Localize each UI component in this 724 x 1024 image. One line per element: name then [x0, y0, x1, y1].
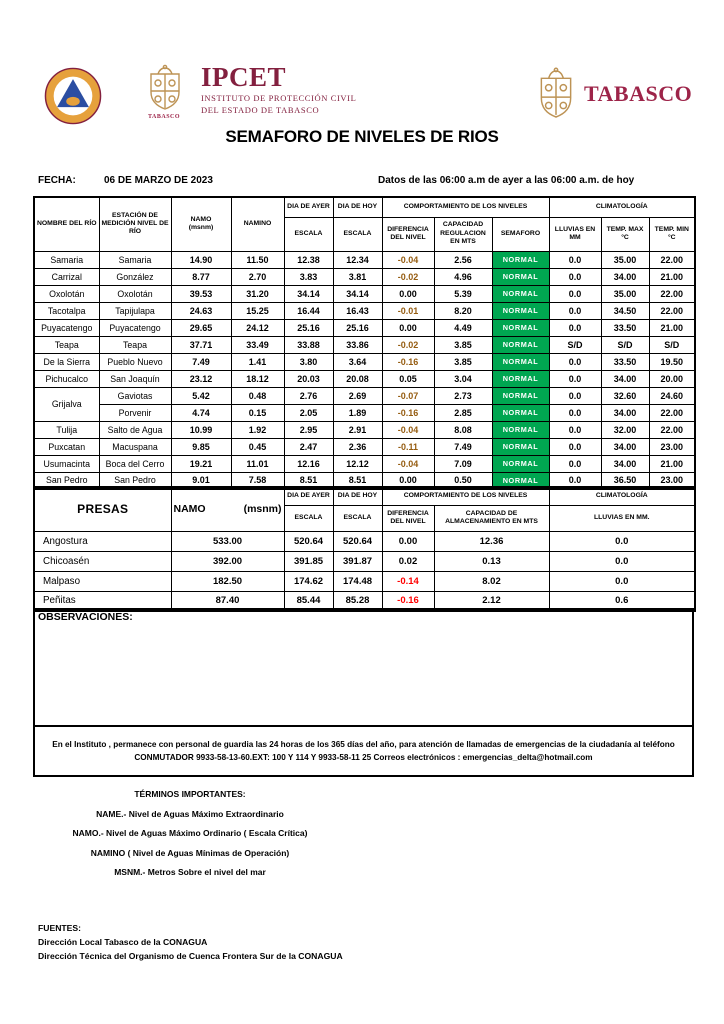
- cell-temp-min: 22.00: [649, 421, 695, 438]
- cell-diferencia: -0.16: [382, 404, 434, 421]
- cell-rio: De la Sierra: [34, 353, 99, 370]
- fuentes-block: [38, 922, 343, 963]
- river-row: [34, 302, 695, 319]
- cell-escala-hoy: 34.14: [333, 285, 382, 302]
- col-presas-diferencia: DIFERENCIA DEL NIVEL: [382, 505, 434, 531]
- cell-temp-max: 34.00: [601, 370, 649, 387]
- cell-namino: 15.25: [231, 302, 284, 319]
- cell-rio: Puxcatan: [34, 438, 99, 455]
- cell-namo: 39.53: [171, 285, 231, 302]
- cell-capacidad: 7.49: [434, 438, 492, 455]
- river-row: [34, 251, 695, 268]
- cell-presa-capacidad: 2.12: [434, 591, 549, 611]
- cell-namino: 7.58: [231, 472, 284, 489]
- col-temp-min: TEMP. MIN °C: [649, 217, 695, 251]
- semaforo-badge: NORMAL: [492, 353, 549, 370]
- cell-diferencia: -0.01: [382, 302, 434, 319]
- cell-rio: Usumacinta: [34, 455, 99, 472]
- cell-capacidad: 5.39: [434, 285, 492, 302]
- cell-capacidad: 3.04: [434, 370, 492, 387]
- cell-namino: 11.50: [231, 251, 284, 268]
- cell-presa-escala-hoy: 85.28: [333, 591, 382, 611]
- cell-namo: 9.85: [171, 438, 231, 455]
- cell-temp-min: 22.00: [649, 251, 695, 268]
- rivers-table: [33, 196, 696, 490]
- cell-presa-escala-ayer: 391.85: [284, 551, 333, 571]
- cell-presa-lluvias: 0.0: [549, 571, 695, 591]
- cell-estacion: Macuspana: [99, 438, 171, 455]
- cell-presa-escala-ayer: 520.64: [284, 531, 333, 551]
- semaforo-badge: NORMAL: [492, 387, 549, 404]
- cell-temp-max: 32.60: [601, 387, 649, 404]
- cell-lluvias: 0.0: [549, 404, 601, 421]
- ipcet-institute-line2: DEL ESTADO DE TABASCO: [201, 104, 320, 115]
- semaforo-badge: NORMAL: [492, 302, 549, 319]
- cell-capacidad: 8.08: [434, 421, 492, 438]
- cell-estacion: Gaviotas: [99, 387, 171, 404]
- page-title: SEMAFORO DE NIVELES DE RIOS: [225, 127, 499, 146]
- river-row: [34, 455, 695, 472]
- cell-presa-diferencia: 0.02: [382, 551, 434, 571]
- cell-escala-hoy: 25.16: [333, 319, 382, 336]
- semaforo-badge: NORMAL: [492, 370, 549, 387]
- cell-presa: Malpaso: [34, 571, 171, 591]
- cell-presa-namo: 392.00: [171, 551, 284, 571]
- cell-presa: Chicoasén: [34, 551, 171, 571]
- col-presas-dia-ayer: DIA DE AYER: [284, 487, 333, 505]
- cell-estacion: Salto de Agua: [99, 421, 171, 438]
- col-namino: NAMINO: [231, 197, 284, 251]
- semaforo-badge: NORMAL: [492, 319, 549, 336]
- cell-escala-ayer: 34.14: [284, 285, 333, 302]
- col-lluvias: LLUVIAS EN MM: [549, 217, 601, 251]
- observaciones-label: OBSERVACIONES:: [38, 611, 133, 623]
- cell-estacion: Tapijulapa: [99, 302, 171, 319]
- cell-namo: 8.77: [171, 268, 231, 285]
- river-row: [34, 336, 695, 353]
- cell-rio: Oxolotán: [34, 285, 99, 302]
- semaforo-badge: NORMAL: [492, 404, 549, 421]
- cell-capacidad: 7.09: [434, 455, 492, 472]
- semaforo-badge: NORMAL: [492, 336, 549, 353]
- col-presas-escala-ayer: ESCALA: [284, 505, 333, 531]
- cell-temp-max: 34.00: [601, 404, 649, 421]
- cell-capacidad: 0.50: [434, 472, 492, 489]
- fuentes-title: FUENTES:: [38, 923, 81, 933]
- cell-estacion: Boca del Cerro: [99, 455, 171, 472]
- cell-temp-max: 34.50: [601, 302, 649, 319]
- termino-msnm: MSNM.- Metros Sobre el nivel del mar: [114, 867, 266, 877]
- cell-escala-hoy: 3.81: [333, 268, 382, 285]
- cell-presa-escala-hoy: 391.87: [333, 551, 382, 571]
- cell-escala-hoy: 3.64: [333, 353, 382, 370]
- cell-lluvias: 0.0: [549, 438, 601, 455]
- cell-presa-lluvias: 0.6: [549, 591, 695, 611]
- cell-capacidad: 2.85: [434, 404, 492, 421]
- cell-escala-ayer: 3.80: [284, 353, 333, 370]
- cell-presa-lluvias: 0.0: [549, 531, 695, 551]
- cell-presa-diferencia: -0.16: [382, 591, 434, 611]
- cell-escala-ayer: 12.16: [284, 455, 333, 472]
- cell-lluvias: 0.0: [549, 455, 601, 472]
- cell-escala-hoy: 2.36: [333, 438, 382, 455]
- cell-lluvias: S/D: [549, 336, 601, 353]
- cell-estacion: González: [99, 268, 171, 285]
- cell-escala-ayer: 2.95: [284, 421, 333, 438]
- presas-tbody: [34, 531, 695, 611]
- cell-presa-diferencia: -0.14: [382, 571, 434, 591]
- river-row: [34, 268, 695, 285]
- cell-temp-min: 20.00: [649, 370, 695, 387]
- cell-presa-lluvias: 0.0: [549, 551, 695, 571]
- river-row: [34, 353, 695, 370]
- cell-namino: 1.92: [231, 421, 284, 438]
- cell-lluvias: 0.0: [549, 387, 601, 404]
- cell-namo: 7.49: [171, 353, 231, 370]
- cell-lluvias: 0.0: [549, 302, 601, 319]
- tabasco-crest-large-icon: [533, 66, 579, 127]
- cell-escala-hoy: 2.69: [333, 387, 382, 404]
- data-range-note: Datos de las 06:00 a.m de ayer a las 06:00 a.m. de hoy: [378, 175, 635, 186]
- col-presas-lluvias: LLUVIAS EN MM.: [549, 505, 695, 531]
- cell-namino: 18.12: [231, 370, 284, 387]
- guard-note-line1: En el Instituto , permanece con personal de guardia las 24 horas de los 365 días del año, para atención de llamadas de emergencias de la ciudadanía al teléfono: [52, 739, 675, 749]
- col-presas-dia-hoy: DIA DE HOY: [333, 487, 382, 505]
- fuente-line1: Dirección Local Tabasco de la CONAGUA: [38, 936, 208, 947]
- cell-estacion: San Pedro: [99, 472, 171, 489]
- cell-capacidad: 3.85: [434, 353, 492, 370]
- cell-escala-hoy: 12.34: [333, 251, 382, 268]
- river-row: [34, 438, 695, 455]
- cell-presa-escala-hoy: 174.48: [333, 571, 382, 591]
- cell-escala-ayer: 3.83: [284, 268, 333, 285]
- cell-namino: 24.12: [231, 319, 284, 336]
- ipcet-institute-line1: INSTITUTO DE PROTECCIÓN CIVIL: [201, 93, 357, 104]
- group-presas-comportamiento: COMPORTAMIENTO DE LOS NIVELES: [382, 487, 549, 505]
- cell-namino: 1.41: [231, 353, 284, 370]
- group-presas-climatologia: CLIMATOLOGÍA: [549, 487, 695, 505]
- cell-estacion: Teapa: [99, 336, 171, 353]
- semaforo-badge: NORMAL: [492, 421, 549, 438]
- cell-temp-max: 32.00: [601, 421, 649, 438]
- col-escala-hoy: ESCALA: [333, 217, 382, 251]
- cell-namo: 37.71: [171, 336, 231, 353]
- cell-diferencia: 0.00: [382, 319, 434, 336]
- cell-temp-max: 34.00: [601, 438, 649, 455]
- cell-presa-escala-hoy: 520.64: [333, 531, 382, 551]
- cell-lluvias: 0.0: [549, 421, 601, 438]
- cell-diferencia: -0.04: [382, 421, 434, 438]
- cell-estacion: San Joaquín: [99, 370, 171, 387]
- river-row: [34, 319, 695, 336]
- cell-escala-ayer: 16.44: [284, 302, 333, 319]
- cell-temp-min: 19.50: [649, 353, 695, 370]
- cell-namino: 0.15: [231, 404, 284, 421]
- semaforo-badge: NORMAL: [492, 285, 549, 302]
- cell-escala-hoy: 2.91: [333, 421, 382, 438]
- cell-diferencia: -0.07: [382, 387, 434, 404]
- cell-temp-max: S/D: [601, 336, 649, 353]
- cell-rio: Samaria: [34, 251, 99, 268]
- fecha-label: FECHA:: [38, 175, 76, 186]
- cell-escala-hoy: 12.12: [333, 455, 382, 472]
- col-namo: NAMO (msnm): [171, 197, 231, 251]
- col-temp-max: TEMP. MAX °C: [601, 217, 649, 251]
- cell-temp-max: 35.00: [601, 285, 649, 302]
- cell-estacion: Pueblo Nuevo: [99, 353, 171, 370]
- river-row: [34, 285, 695, 302]
- proteccion-civil-emblem-icon: [44, 67, 102, 130]
- col-presas-escala-hoy: ESCALA: [333, 505, 382, 531]
- cell-lluvias: 0.0: [549, 268, 601, 285]
- river-row: [34, 387, 695, 404]
- termino-namino: NAMINO ( Nivel de Aguas Mínimas de Operación): [90, 847, 290, 858]
- col-nombre-rio: NOMBRE DEL RÍO: [34, 197, 99, 251]
- river-row: [34, 370, 695, 387]
- cell-diferencia: -0.11: [382, 438, 434, 455]
- col-diferencia: DIFERENCIA DEL NIVEL: [382, 217, 434, 251]
- semaforo-badge: NORMAL: [492, 455, 549, 472]
- col-capacidad: CAPACIDAD REGULACION EN MTS: [434, 217, 492, 251]
- cell-namino: 2.70: [231, 268, 284, 285]
- cell-temp-max: 34.00: [601, 455, 649, 472]
- cell-escala-hoy: 16.43: [333, 302, 382, 319]
- cell-temp-max: 33.50: [601, 319, 649, 336]
- cell-lluvias: 0.0: [549, 472, 601, 489]
- cell-temp-min: 21.00: [649, 455, 695, 472]
- cell-lluvias: 0.0: [549, 285, 601, 302]
- col-estacion: ESTACIÓN DE MEDICIÓN NIVEL DE RÍO: [99, 197, 171, 251]
- cell-escala-hoy: 8.51: [333, 472, 382, 489]
- cell-presa-capacidad: 12.36: [434, 531, 549, 551]
- cell-rio: Teapa: [34, 336, 99, 353]
- cell-namo: 9.01: [171, 472, 231, 489]
- tabasco-wordmark: TABASCO: [584, 81, 693, 106]
- semaforo-badge: NORMAL: [492, 438, 549, 455]
- cell-lluvias: 0.0: [549, 353, 601, 370]
- cell-namino: 0.48: [231, 387, 284, 404]
- presas-table: [33, 486, 696, 612]
- terminos-block: [30, 789, 350, 887]
- river-row: [34, 421, 695, 438]
- cell-temp-min: 21.00: [649, 319, 695, 336]
- cell-rio: Tulija: [34, 421, 99, 438]
- cell-escala-ayer: 2.05: [284, 404, 333, 421]
- cell-presa-namo: 87.40: [171, 591, 284, 611]
- cell-diferencia: 0.05: [382, 370, 434, 387]
- cell-capacidad: 3.85: [434, 336, 492, 353]
- cell-rio: Grijalva: [34, 387, 99, 421]
- cell-capacidad: 2.56: [434, 251, 492, 268]
- cell-temp-max: 36.50: [601, 472, 649, 489]
- cell-rio: Tacotalpa: [34, 302, 99, 319]
- cell-namo: 29.65: [171, 319, 231, 336]
- cell-escala-ayer: 2.76: [284, 387, 333, 404]
- cell-escala-hoy: 33.86: [333, 336, 382, 353]
- cell-estacion: Porvenir: [99, 404, 171, 421]
- cell-escala-ayer: 8.51: [284, 472, 333, 489]
- cell-temp-max: 35.00: [601, 251, 649, 268]
- cell-presa-escala-ayer: 174.62: [284, 571, 333, 591]
- group-comportamiento: COMPORTAMIENTO DE LOS NIVELES: [382, 197, 549, 217]
- cell-temp-min: 23.00: [649, 472, 695, 489]
- cell-temp-min: 22.00: [649, 285, 695, 302]
- col-semaforo: SEMAFORO: [492, 217, 549, 251]
- semaforo-badge: NORMAL: [492, 268, 549, 285]
- presa-row: [34, 571, 695, 591]
- cell-rio: San Pedro: [34, 472, 99, 489]
- cell-presa-namo: 533.00: [171, 531, 284, 551]
- col-presas-capacidad: CAPACIDAD DE ALMACENAMIENTO EN MTS: [434, 505, 549, 531]
- cell-namo: 5.42: [171, 387, 231, 404]
- col-presas: PRESAS: [34, 487, 171, 531]
- cell-temp-max: 33.50: [601, 353, 649, 370]
- cell-namo: 24.63: [171, 302, 231, 319]
- cell-capacidad: 8.20: [434, 302, 492, 319]
- cell-lluvias: 0.0: [549, 251, 601, 268]
- col-presas-namo: NAMO (msnm): [171, 487, 284, 531]
- tabasco-crest-small-icon: [143, 64, 187, 119]
- cell-namo: 4.74: [171, 404, 231, 421]
- semaforo-badge: NORMAL: [492, 251, 549, 268]
- cell-namo: 19.21: [171, 455, 231, 472]
- rivers-tbody: [34, 251, 695, 489]
- cell-presa: Angostura: [34, 531, 171, 551]
- crest-caption: TABASCO: [147, 114, 181, 120]
- terminos-title: TÉRMINOS IMPORTANTES:: [134, 789, 246, 799]
- cell-rio: Puyacatengo: [34, 319, 99, 336]
- cell-temp-min: 22.00: [649, 404, 695, 421]
- cell-presa-capacidad: 8.02: [434, 571, 549, 591]
- presa-row: [34, 531, 695, 551]
- ipcet-acronym: IPCET: [201, 62, 287, 92]
- cell-escala-ayer: 20.03: [284, 370, 333, 387]
- cell-rio: Carrizal: [34, 268, 99, 285]
- cell-capacidad: 2.73: [434, 387, 492, 404]
- cell-estacion: Oxolotán: [99, 285, 171, 302]
- cell-namino: 31.20: [231, 285, 284, 302]
- cell-estacion: Puyacatengo: [99, 319, 171, 336]
- ipcet-logo-block: [201, 63, 356, 116]
- cell-capacidad: 4.96: [434, 268, 492, 285]
- cell-temp-min: 24.60: [649, 387, 695, 404]
- col-escala-ayer: ESCALA: [284, 217, 333, 251]
- cell-lluvias: 0.0: [549, 370, 601, 387]
- cell-escala-ayer: 12.38: [284, 251, 333, 268]
- cell-diferencia: -0.02: [382, 268, 434, 285]
- cell-escala-hoy: 20.08: [333, 370, 382, 387]
- cell-estacion: Samaria: [99, 251, 171, 268]
- cell-temp-max: 34.00: [601, 268, 649, 285]
- cell-diferencia: 0.00: [382, 285, 434, 302]
- cell-escala-ayer: 2.47: [284, 438, 333, 455]
- cell-escala-hoy: 1.89: [333, 404, 382, 421]
- cell-namino: 0.45: [231, 438, 284, 455]
- cell-namo: 10.99: [171, 421, 231, 438]
- cell-presa-capacidad: 0.13: [434, 551, 549, 571]
- semaforo-badge: NORMAL: [492, 472, 549, 489]
- cell-diferencia: -0.04: [382, 455, 434, 472]
- cell-presa: Peñitas: [34, 591, 171, 611]
- cell-namo: 14.90: [171, 251, 231, 268]
- fecha-value: 06 DE MARZO DE 2023: [104, 175, 213, 186]
- cell-diferencia: -0.16: [382, 353, 434, 370]
- cell-rio: Pichucalco: [34, 370, 99, 387]
- cell-diferencia: -0.02: [382, 336, 434, 353]
- guard-note-box: [33, 725, 694, 777]
- cell-namo: 23.12: [171, 370, 231, 387]
- col-dia-hoy: DIA DE HOY: [333, 197, 382, 217]
- group-climatologia: CLIMATOLOGÍA: [549, 197, 695, 217]
- cell-capacidad: 4.49: [434, 319, 492, 336]
- cell-temp-min: 22.00: [649, 302, 695, 319]
- cell-temp-min: 21.00: [649, 268, 695, 285]
- river-row: [34, 404, 695, 421]
- cell-presa-namo: 182.50: [171, 571, 284, 591]
- cell-diferencia: -0.04: [382, 251, 434, 268]
- cell-escala-ayer: 25.16: [284, 319, 333, 336]
- cell-presa-diferencia: 0.00: [382, 531, 434, 551]
- cell-temp-min: 23.00: [649, 438, 695, 455]
- termino-namo: NAMO.- Nivel de Aguas Máximo Ordinario ( Escala Crítica): [72, 828, 308, 838]
- cell-namino: 33.49: [231, 336, 284, 353]
- observaciones-box: [33, 608, 694, 727]
- cell-diferencia: 0.00: [382, 472, 434, 489]
- guard-note-line2: CONMUTADOR 9933-58-13-60.EXT: 100 Y 114 Y 9933-58-11 25 Correos electrónicos : emergencias_delta@hotmail.com: [134, 753, 593, 762]
- col-dia-ayer: DIA DE AYER: [284, 197, 333, 217]
- termino-name: NAME.- Nivel de Aguas Máximo Extraordinario: [96, 808, 284, 819]
- cell-escala-ayer: 33.88: [284, 336, 333, 353]
- presa-row: [34, 551, 695, 571]
- fuente-line2: Dirección Técnica del Organismo de Cuenca Frontera Sur de la CONAGUA: [38, 950, 343, 961]
- cell-temp-min: S/D: [649, 336, 695, 353]
- cell-lluvias: 0.0: [549, 319, 601, 336]
- cell-presa-escala-ayer: 85.44: [284, 591, 333, 611]
- cell-namino: 11.01: [231, 455, 284, 472]
